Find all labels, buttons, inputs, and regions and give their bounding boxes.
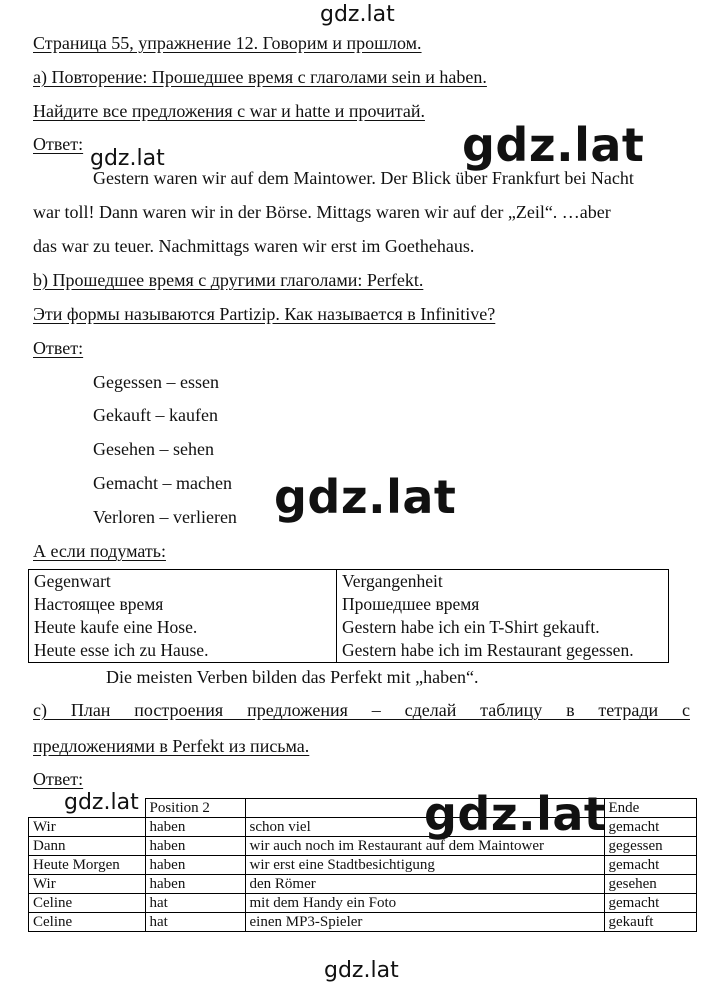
table-cell: hat (145, 913, 245, 932)
table-row (29, 913, 697, 932)
perfekt-note: Die meisten Verben bilden das Perfekt mit „haben“. (106, 667, 479, 687)
answer-label: Ответ: (33, 338, 84, 358)
partizip-form: Verloren – verlieren (93, 507, 237, 527)
partizip-form: Gesehen – sehen (93, 439, 214, 459)
partizip-form: Gegessen – essen (93, 372, 219, 392)
tense-comparison-table (28, 569, 669, 663)
table-header-cell: Position 2 (145, 799, 245, 818)
table-cell: gemacht (604, 894, 697, 913)
table-cell: gekauft (604, 913, 697, 932)
watermark-text: gdz.lat (462, 118, 645, 172)
table-cell: Heute kaufe eine Hose. (29, 616, 337, 639)
table-cell: hat (145, 894, 245, 913)
table-cell: mit dem Handy ein Foto (245, 894, 604, 913)
table-cell: gesehen (604, 875, 697, 894)
table-header-cell: Ende (604, 799, 697, 818)
table-cell: Wir (29, 875, 146, 894)
table-cell: haben (145, 856, 245, 875)
partizip-form: Gemacht – machen (93, 473, 232, 493)
part-a-title: а) Повторение: Прошедшее время с глаголами sein и haben. (33, 67, 487, 87)
partizip-form: Gekauft – kaufen (93, 405, 218, 425)
page-heading: Страница 55, упражнение 12. Говорим и прошлом. (33, 33, 422, 53)
table-cell: den Römer (245, 875, 604, 894)
table-row (29, 894, 697, 913)
table-cell: Heute Morgen (29, 856, 146, 875)
part-b-task: Эти формы называются Partizip. Как называется в Infinitive? (33, 304, 496, 324)
table-row (29, 856, 697, 875)
table-cell: Celine (29, 913, 146, 932)
watermark-text: gdz.lat (64, 790, 139, 815)
table-cell: Настоящее время (29, 593, 337, 616)
table-cell: Gegenwart (29, 570, 337, 594)
table-cell: wir auch noch im Restaurant auf dem Maintower (245, 837, 604, 856)
table-row (29, 875, 697, 894)
table-row (29, 570, 669, 594)
answer-label: Ответ: (33, 134, 84, 154)
table-row (29, 593, 669, 616)
table-cell: Celine (29, 894, 146, 913)
watermark-text: gdz.lat (324, 958, 399, 983)
part-b-title: b) Прошедшее время с другими глаголами: Perfekt. (33, 270, 424, 290)
think-label: А если подумать: (33, 541, 166, 561)
watermark-text: gdz.lat (274, 470, 457, 524)
table-cell: Wir (29, 818, 146, 837)
table-cell: einen MP3-Spieler (245, 913, 604, 932)
table-cell: schon viel (245, 818, 604, 837)
part-c-title: с) План построения предложения – сделай таблицу в тетради с (33, 700, 690, 720)
table-cell: Прошедшее время (337, 593, 669, 616)
table-cell: gemacht (604, 856, 697, 875)
answer-label: Ответ: (33, 769, 84, 789)
part-c-title-cont: предложениями в Perfekt из письма. (33, 736, 310, 756)
text-line: Gestern waren wir auf dem Maintower. Der Blick über Frankfurt bei Nacht (93, 168, 634, 188)
text-line: war toll! Dann waren wir in der Börse. Mittags waren wir auf der „Zeil“. …aber (33, 202, 611, 222)
table-cell: wir erst eine Stadtbesichtigung (245, 856, 604, 875)
part-a-task: Найдите все предложения с war и hatte и прочитай. (33, 101, 425, 121)
table-row (29, 616, 669, 639)
table-cell: Gestern habe ich im Restaurant gegessen. (337, 639, 669, 663)
table-cell: gemacht (604, 818, 697, 837)
watermark-text: gdz.lat (90, 146, 165, 171)
text-line: das war zu teuer. Nachmittags waren wir erst im Goethehaus. (33, 236, 475, 256)
table-cell: Vergangenheit (337, 570, 669, 594)
table-row (29, 639, 669, 663)
table-cell: haben (145, 818, 245, 837)
watermark-text: gdz.lat (424, 787, 607, 841)
table-cell: Heute esse ich zu Hause. (29, 639, 337, 663)
watermark-text: gdz.lat (320, 2, 395, 27)
table-cell: haben (145, 837, 245, 856)
table-cell: gegessen (604, 837, 697, 856)
table-cell: Gestern habe ich ein T-Shirt gekauft. (337, 616, 669, 639)
table-cell: haben (145, 875, 245, 894)
table-cell: Dann (29, 837, 146, 856)
